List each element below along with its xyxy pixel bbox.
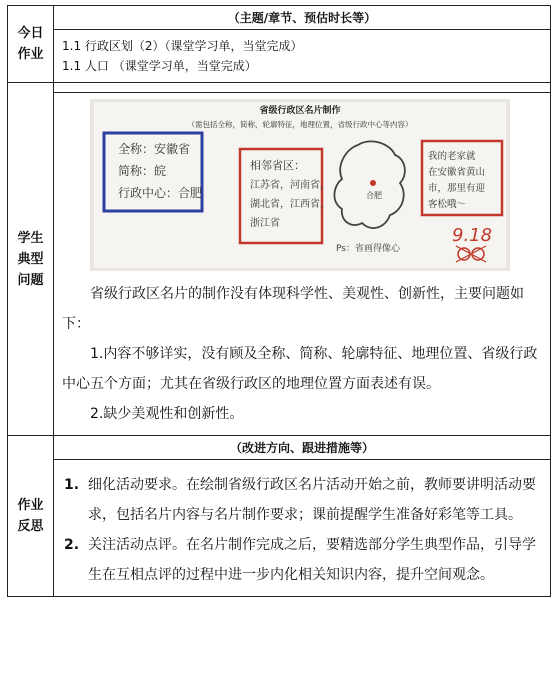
homework-table [7, 5, 551, 597]
homework-item-2: 1.1 人口 （课堂学习单，当堂完成） [62, 59, 257, 73]
hometown-line-2: 在安徽省黄山 [428, 167, 486, 178]
neighbors-line-2: 湖北省，江西省， [250, 199, 330, 210]
homework-label-cell [8, 6, 54, 83]
hometown-line-3: 市，那里有迎 [428, 183, 486, 194]
homework-record-sheet [7, 5, 551, 682]
reflection-items [54, 460, 551, 597]
homework-label: 今日作业 [17, 26, 44, 62]
homework-item-1: 1.1 行政区划（2）（课堂学习单，当堂完成） [62, 39, 303, 53]
reflection-header: （改进方向、跟进措施等） [54, 436, 551, 460]
reflection-item-2 [64, 530, 542, 590]
reflection-item-1 [64, 470, 542, 530]
ps-note: Ps：省画得像心 [336, 244, 400, 254]
student-work-photo-cell [54, 93, 551, 280]
typical-label: 学生典型问题 [17, 230, 44, 288]
neighbors-line-3: 浙江省 [250, 218, 280, 229]
homework-items [54, 30, 551, 83]
reflection-item-2-text: 关注活动点评。在名片制作完成之后，要精选部分学生典型作品，引导学生在互相点评的过程中进一步内化相关知识内容，提升空间观念。 [88, 537, 536, 583]
typical-header-gap [54, 83, 551, 93]
typical-description [54, 279, 551, 436]
hometown-line-4: 客松哦～ [428, 199, 467, 210]
photo-title: 省级行政区名片制作 [259, 106, 341, 116]
neighbors-title: 相邻省区： [250, 159, 305, 172]
full-name-text: 全称：安徽省 [118, 142, 191, 156]
student-work-photo [90, 99, 510, 271]
typical-issue-1: 1.内容不够详实，没有顾及全称、简称、轮廓特征、地理位置、省级行政中心五个方面；尤其在省级行政区的地理位置方面表述有误。 [62, 346, 538, 392]
reflection-item-2-number: 2. [64, 537, 80, 553]
map-label: 合肥 [366, 191, 382, 200]
typical-label-cell [8, 83, 54, 436]
homework-header: （主题/章节、预估时长等） [54, 6, 551, 30]
reflection-item-1-number: 1. [64, 477, 80, 493]
reflection-item-1-text: 细化活动要求。在绘制省级行政区名片活动开始之前，教师要讲明活动要求，包括名片内容与名片制作要求；课前提醒学生准备好彩笔等工具。 [88, 477, 536, 523]
photo-subtitle: （需包括全称，简称，轮廓特征，地理位置，省级行政中心等内容） [187, 120, 413, 129]
typical-summary: 省级行政区名片的制作没有体现科学性、美观性、创新性，主要问题如下： [62, 286, 524, 332]
capital-dot [370, 180, 376, 186]
neighbors-line-1: 江苏省，河南省， [250, 180, 330, 191]
reflection-label: 作业反思 [17, 498, 44, 534]
capital-text: 行政中心：合肥 [118, 186, 203, 200]
hometown-line-1: 我的老家就 [428, 151, 476, 162]
short-name-text: 简称：皖 [118, 164, 167, 178]
typical-issue-2: 2.缺少美观性和创新性。 [90, 406, 244, 422]
reflection-label-cell [8, 436, 54, 597]
grading-date: 9.18 [452, 225, 493, 246]
